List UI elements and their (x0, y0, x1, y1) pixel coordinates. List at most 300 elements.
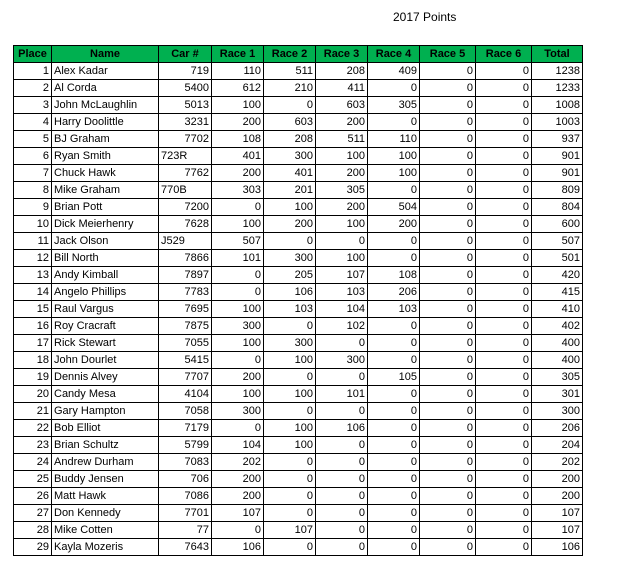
cell-name[interactable]: Gary Hampton (52, 403, 159, 420)
cell-name[interactable]: Harry Doolittle (52, 114, 159, 131)
cell-place[interactable]: 17 (14, 335, 52, 352)
cell-car[interactable]: 7628 (159, 216, 212, 233)
cell-car[interactable]: 5799 (159, 437, 212, 454)
cell-name[interactable]: Andrew Durham (52, 454, 159, 471)
header-race-1[interactable]: Race 1 (212, 46, 264, 63)
cell-place[interactable]: 5 (14, 131, 52, 148)
cell-race-4[interactable]: 0 (368, 114, 420, 131)
cell-race-3[interactable]: 300 (316, 352, 368, 369)
cell-race-4[interactable]: 0 (368, 403, 420, 420)
cell-race-2[interactable]: 0 (264, 97, 316, 114)
cell-race-3[interactable]: 0 (316, 505, 368, 522)
cell-race-6[interactable]: 0 (476, 403, 532, 420)
cell-race-1[interactable]: 507 (212, 233, 264, 250)
cell-race-3[interactable]: 100 (316, 216, 368, 233)
cell-race-4[interactable]: 0 (368, 335, 420, 352)
cell-race-4[interactable]: 206 (368, 284, 420, 301)
cell-total[interactable]: 204 (532, 437, 583, 454)
header-race-6[interactable]: Race 6 (476, 46, 532, 63)
cell-name[interactable]: Bill North (52, 250, 159, 267)
cell-name[interactable]: Matt Hawk (52, 488, 159, 505)
cell-race-5[interactable]: 0 (420, 420, 476, 437)
cell-name[interactable]: Angelo Phillips (52, 284, 159, 301)
cell-race-3[interactable]: 107 (316, 267, 368, 284)
cell-race-4[interactable]: 0 (368, 182, 420, 199)
cell-name[interactable]: Jack Olson (52, 233, 159, 250)
cell-place[interactable]: 28 (14, 522, 52, 539)
cell-place[interactable]: 2 (14, 80, 52, 97)
cell-place[interactable]: 13 (14, 267, 52, 284)
cell-race-2[interactable]: 210 (264, 80, 316, 97)
cell-total[interactable]: 202 (532, 454, 583, 471)
cell-car[interactable]: 4104 (159, 386, 212, 403)
cell-race-2[interactable]: 300 (264, 335, 316, 352)
cell-place[interactable]: 11 (14, 233, 52, 250)
cell-place[interactable]: 27 (14, 505, 52, 522)
cell-race-4[interactable]: 0 (368, 539, 420, 556)
cell-race-2[interactable]: 0 (264, 539, 316, 556)
cell-total[interactable]: 410 (532, 301, 583, 318)
cell-total[interactable]: 107 (532, 522, 583, 539)
cell-car[interactable]: 5415 (159, 352, 212, 369)
cell-car[interactable]: 5400 (159, 80, 212, 97)
cell-race-1[interactable]: 0 (212, 267, 264, 284)
cell-race-6[interactable]: 0 (476, 335, 532, 352)
cell-name[interactable]: Al Corda (52, 80, 159, 97)
cell-car[interactable]: 77 (159, 522, 212, 539)
cell-total[interactable]: 305 (532, 369, 583, 386)
cell-race-3[interactable]: 411 (316, 80, 368, 97)
cell-race-1[interactable]: 107 (212, 505, 264, 522)
cell-race-2[interactable]: 0 (264, 505, 316, 522)
cell-race-6[interactable]: 0 (476, 539, 532, 556)
cell-race-6[interactable]: 0 (476, 318, 532, 335)
cell-race-2[interactable]: 0 (264, 369, 316, 386)
cell-race-3[interactable]: 100 (316, 250, 368, 267)
cell-name[interactable]: Candy Mesa (52, 386, 159, 403)
cell-race-4[interactable]: 200 (368, 216, 420, 233)
cell-name[interactable]: Dennis Alvey (52, 369, 159, 386)
cell-car[interactable]: 7086 (159, 488, 212, 505)
cell-race-4[interactable]: 0 (368, 437, 420, 454)
cell-name[interactable]: Mike Graham (52, 182, 159, 199)
cell-race-3[interactable]: 106 (316, 420, 368, 437)
cell-place[interactable]: 25 (14, 471, 52, 488)
cell-race-1[interactable]: 100 (212, 97, 264, 114)
cell-name[interactable]: Brian Pott (52, 199, 159, 216)
cell-car[interactable]: 7695 (159, 301, 212, 318)
cell-race-5[interactable]: 0 (420, 352, 476, 369)
cell-race-3[interactable]: 0 (316, 437, 368, 454)
header-race-3[interactable]: Race 3 (316, 46, 368, 63)
cell-race-2[interactable]: 511 (264, 63, 316, 80)
cell-race-3[interactable]: 0 (316, 471, 368, 488)
cell-race-6[interactable]: 0 (476, 505, 532, 522)
cell-race-1[interactable]: 612 (212, 80, 264, 97)
cell-race-6[interactable]: 0 (476, 233, 532, 250)
cell-race-5[interactable]: 0 (420, 97, 476, 114)
cell-race-3[interactable]: 0 (316, 369, 368, 386)
cell-total[interactable]: 206 (532, 420, 583, 437)
cell-race-4[interactable]: 0 (368, 250, 420, 267)
cell-race-3[interactable]: 100 (316, 148, 368, 165)
cell-race-2[interactable]: 100 (264, 386, 316, 403)
cell-race-3[interactable]: 0 (316, 335, 368, 352)
cell-place[interactable]: 24 (14, 454, 52, 471)
cell-race-4[interactable]: 0 (368, 471, 420, 488)
cell-place[interactable]: 22 (14, 420, 52, 437)
cell-total[interactable]: 1003 (532, 114, 583, 131)
cell-name[interactable]: John McLaughlin (52, 97, 159, 114)
cell-car[interactable]: 7055 (159, 335, 212, 352)
cell-car[interactable]: 7866 (159, 250, 212, 267)
cell-race-6[interactable]: 0 (476, 114, 532, 131)
header-place[interactable]: Place (14, 46, 52, 63)
cell-race-3[interactable]: 200 (316, 165, 368, 182)
cell-total[interactable]: 600 (532, 216, 583, 233)
cell-race-6[interactable]: 0 (476, 199, 532, 216)
cell-race-1[interactable]: 110 (212, 63, 264, 80)
cell-race-5[interactable]: 0 (420, 199, 476, 216)
cell-name[interactable]: Don Kennedy (52, 505, 159, 522)
cell-race-4[interactable]: 0 (368, 318, 420, 335)
cell-race-2[interactable]: 0 (264, 318, 316, 335)
cell-race-6[interactable]: 0 (476, 488, 532, 505)
cell-place[interactable]: 26 (14, 488, 52, 505)
cell-race-4[interactable]: 110 (368, 131, 420, 148)
cell-total[interactable]: 415 (532, 284, 583, 301)
cell-race-2[interactable]: 103 (264, 301, 316, 318)
cell-car[interactable]: 7897 (159, 267, 212, 284)
cell-total[interactable]: 1233 (532, 80, 583, 97)
cell-race-3[interactable]: 0 (316, 522, 368, 539)
cell-race-6[interactable]: 0 (476, 471, 532, 488)
cell-place[interactable]: 7 (14, 165, 52, 182)
cell-race-2[interactable]: 0 (264, 403, 316, 420)
cell-race-5[interactable]: 0 (420, 165, 476, 182)
cell-race-1[interactable]: 0 (212, 284, 264, 301)
cell-place[interactable]: 18 (14, 352, 52, 369)
cell-race-1[interactable]: 200 (212, 165, 264, 182)
cell-race-3[interactable]: 0 (316, 233, 368, 250)
cell-race-5[interactable]: 0 (420, 284, 476, 301)
cell-race-5[interactable]: 0 (420, 539, 476, 556)
cell-race-4[interactable]: 0 (368, 488, 420, 505)
cell-race-1[interactable]: 200 (212, 471, 264, 488)
cell-name[interactable]: Dick Meierhenry (52, 216, 159, 233)
cell-race-6[interactable]: 0 (476, 386, 532, 403)
cell-race-4[interactable]: 103 (368, 301, 420, 318)
cell-name[interactable]: Kayla Mozeris (52, 539, 159, 556)
cell-name[interactable]: John Dourlet (52, 352, 159, 369)
cell-race-1[interactable]: 100 (212, 301, 264, 318)
cell-name[interactable]: Brian Schultz (52, 437, 159, 454)
cell-race-1[interactable]: 104 (212, 437, 264, 454)
cell-race-2[interactable]: 200 (264, 216, 316, 233)
cell-race-6[interactable]: 0 (476, 522, 532, 539)
cell-race-5[interactable]: 0 (420, 522, 476, 539)
cell-race-2[interactable]: 201 (264, 182, 316, 199)
cell-race-5[interactable]: 0 (420, 148, 476, 165)
cell-total[interactable]: 809 (532, 182, 583, 199)
cell-race-1[interactable]: 0 (212, 352, 264, 369)
cell-race-2[interactable]: 100 (264, 199, 316, 216)
cell-race-2[interactable]: 0 (264, 488, 316, 505)
cell-race-6[interactable]: 0 (476, 148, 532, 165)
cell-race-1[interactable]: 303 (212, 182, 264, 199)
cell-race-2[interactable]: 401 (264, 165, 316, 182)
cell-race-4[interactable]: 305 (368, 97, 420, 114)
cell-car[interactable]: 706 (159, 471, 212, 488)
cell-race-5[interactable]: 0 (420, 216, 476, 233)
cell-race-2[interactable]: 100 (264, 420, 316, 437)
cell-race-3[interactable]: 0 (316, 488, 368, 505)
cell-race-4[interactable]: 0 (368, 522, 420, 539)
cell-race-5[interactable]: 0 (420, 454, 476, 471)
cell-race-5[interactable]: 0 (420, 114, 476, 131)
cell-race-3[interactable]: 102 (316, 318, 368, 335)
cell-race-4[interactable]: 0 (368, 352, 420, 369)
cell-place[interactable]: 4 (14, 114, 52, 131)
cell-place[interactable]: 14 (14, 284, 52, 301)
cell-place[interactable]: 15 (14, 301, 52, 318)
cell-race-6[interactable]: 0 (476, 165, 532, 182)
cell-race-3[interactable]: 103 (316, 284, 368, 301)
cell-car[interactable]: 7058 (159, 403, 212, 420)
cell-place[interactable]: 19 (14, 369, 52, 386)
cell-race-5[interactable]: 0 (420, 488, 476, 505)
cell-name[interactable]: Mike Cotten (52, 522, 159, 539)
cell-car[interactable]: 7875 (159, 318, 212, 335)
cell-race-1[interactable]: 100 (212, 216, 264, 233)
cell-car[interactable]: 7702 (159, 131, 212, 148)
cell-race-4[interactable]: 0 (368, 420, 420, 437)
cell-car[interactable]: 7179 (159, 420, 212, 437)
cell-race-5[interactable]: 0 (420, 471, 476, 488)
cell-race-6[interactable]: 0 (476, 131, 532, 148)
cell-race-6[interactable]: 0 (476, 284, 532, 301)
cell-race-5[interactable]: 0 (420, 301, 476, 318)
cell-race-6[interactable]: 0 (476, 352, 532, 369)
cell-race-5[interactable]: 0 (420, 80, 476, 97)
cell-race-5[interactable]: 0 (420, 369, 476, 386)
cell-race-2[interactable]: 106 (264, 284, 316, 301)
cell-race-4[interactable]: 0 (368, 505, 420, 522)
cell-race-6[interactable]: 0 (476, 437, 532, 454)
cell-car[interactable]: 5013 (159, 97, 212, 114)
cell-car[interactable]: 7762 (159, 165, 212, 182)
cell-race-1[interactable]: 100 (212, 335, 264, 352)
cell-car[interactable]: 7200 (159, 199, 212, 216)
cell-race-2[interactable]: 208 (264, 131, 316, 148)
cell-race-2[interactable]: 603 (264, 114, 316, 131)
cell-race-6[interactable]: 0 (476, 250, 532, 267)
cell-place[interactable]: 8 (14, 182, 52, 199)
cell-total[interactable]: 402 (532, 318, 583, 335)
cell-race-5[interactable]: 0 (420, 131, 476, 148)
cell-race-2[interactable]: 0 (264, 471, 316, 488)
cell-race-5[interactable]: 0 (420, 403, 476, 420)
cell-race-1[interactable]: 200 (212, 488, 264, 505)
cell-race-1[interactable]: 300 (212, 318, 264, 335)
cell-race-3[interactable]: 208 (316, 63, 368, 80)
cell-race-3[interactable]: 101 (316, 386, 368, 403)
cell-place[interactable]: 3 (14, 97, 52, 114)
cell-total[interactable]: 400 (532, 352, 583, 369)
cell-place[interactable]: 9 (14, 199, 52, 216)
cell-total[interactable]: 901 (532, 165, 583, 182)
cell-total[interactable]: 400 (532, 335, 583, 352)
cell-race-6[interactable]: 0 (476, 97, 532, 114)
cell-car[interactable]: 7643 (159, 539, 212, 556)
header-total[interactable]: Total (532, 46, 583, 63)
cell-place[interactable]: 6 (14, 148, 52, 165)
cell-total[interactable]: 420 (532, 267, 583, 284)
cell-car[interactable]: J529 (159, 233, 212, 250)
cell-name[interactable]: Roy Cracraft (52, 318, 159, 335)
cell-race-1[interactable]: 200 (212, 369, 264, 386)
cell-race-1[interactable]: 202 (212, 454, 264, 471)
cell-race-4[interactable]: 100 (368, 148, 420, 165)
cell-race-5[interactable]: 0 (420, 386, 476, 403)
cell-race-3[interactable]: 200 (316, 114, 368, 131)
cell-name[interactable]: Alex Kadar (52, 63, 159, 80)
cell-race-1[interactable]: 200 (212, 114, 264, 131)
cell-car[interactable]: 7083 (159, 454, 212, 471)
cell-race-4[interactable]: 409 (368, 63, 420, 80)
cell-total[interactable]: 200 (532, 488, 583, 505)
cell-place[interactable]: 12 (14, 250, 52, 267)
cell-total[interactable]: 301 (532, 386, 583, 403)
cell-total[interactable]: 1238 (532, 63, 583, 80)
header-race-4[interactable]: Race 4 (368, 46, 420, 63)
cell-race-6[interactable]: 0 (476, 454, 532, 471)
cell-car[interactable]: 723R (159, 148, 212, 165)
cell-race-5[interactable]: 0 (420, 267, 476, 284)
cell-total[interactable]: 106 (532, 539, 583, 556)
cell-race-4[interactable]: 0 (368, 454, 420, 471)
cell-name[interactable]: Rick Stewart (52, 335, 159, 352)
cell-race-1[interactable]: 100 (212, 386, 264, 403)
cell-total[interactable]: 507 (532, 233, 583, 250)
cell-race-5[interactable]: 0 (420, 437, 476, 454)
cell-race-2[interactable]: 205 (264, 267, 316, 284)
cell-race-6[interactable]: 0 (476, 420, 532, 437)
cell-total[interactable]: 804 (532, 199, 583, 216)
cell-race-6[interactable]: 0 (476, 63, 532, 80)
cell-race-4[interactable]: 105 (368, 369, 420, 386)
cell-race-5[interactable]: 0 (420, 335, 476, 352)
cell-race-5[interactable]: 0 (420, 318, 476, 335)
cell-race-2[interactable]: 100 (264, 352, 316, 369)
cell-race-1[interactable]: 108 (212, 131, 264, 148)
cell-total[interactable]: 501 (532, 250, 583, 267)
cell-car[interactable]: 770B (159, 182, 212, 199)
cell-total[interactable]: 300 (532, 403, 583, 420)
cell-place[interactable]: 20 (14, 386, 52, 403)
header-race-5[interactable]: Race 5 (420, 46, 476, 63)
cell-race-5[interactable]: 0 (420, 505, 476, 522)
cell-name[interactable]: Andy Kimball (52, 267, 159, 284)
cell-race-4[interactable]: 0 (368, 233, 420, 250)
cell-car[interactable]: 3231 (159, 114, 212, 131)
header-car[interactable]: Car # (159, 46, 212, 63)
cell-race-1[interactable]: 0 (212, 199, 264, 216)
cell-name[interactable]: Chuck Hawk (52, 165, 159, 182)
cell-race-3[interactable]: 200 (316, 199, 368, 216)
cell-total[interactable]: 107 (532, 505, 583, 522)
cell-race-2[interactable]: 0 (264, 454, 316, 471)
cell-race-6[interactable]: 0 (476, 80, 532, 97)
cell-race-3[interactable]: 511 (316, 131, 368, 148)
cell-race-3[interactable]: 305 (316, 182, 368, 199)
cell-place[interactable]: 10 (14, 216, 52, 233)
cell-race-1[interactable]: 101 (212, 250, 264, 267)
cell-race-3[interactable]: 104 (316, 301, 368, 318)
header-name[interactable]: Name (52, 46, 159, 63)
cell-race-1[interactable]: 0 (212, 522, 264, 539)
cell-car[interactable]: 719 (159, 63, 212, 80)
cell-race-4[interactable]: 504 (368, 199, 420, 216)
cell-race-6[interactable]: 0 (476, 301, 532, 318)
cell-race-2[interactable]: 100 (264, 437, 316, 454)
cell-race-2[interactable]: 300 (264, 148, 316, 165)
cell-name[interactable]: Bob Elliot (52, 420, 159, 437)
cell-race-2[interactable]: 300 (264, 250, 316, 267)
cell-total[interactable]: 1008 (532, 97, 583, 114)
cell-race-4[interactable]: 0 (368, 386, 420, 403)
cell-car[interactable]: 7707 (159, 369, 212, 386)
cell-name[interactable]: Raul Vargus (52, 301, 159, 318)
cell-place[interactable]: 1 (14, 63, 52, 80)
cell-car[interactable]: 7783 (159, 284, 212, 301)
cell-name[interactable]: Buddy Jensen (52, 471, 159, 488)
cell-race-2[interactable]: 0 (264, 233, 316, 250)
cell-place[interactable]: 21 (14, 403, 52, 420)
cell-total[interactable]: 901 (532, 148, 583, 165)
cell-race-1[interactable]: 401 (212, 148, 264, 165)
cell-race-1[interactable]: 300 (212, 403, 264, 420)
cell-race-5[interactable]: 0 (420, 250, 476, 267)
cell-race-2[interactable]: 107 (264, 522, 316, 539)
cell-race-5[interactable]: 0 (420, 182, 476, 199)
cell-race-3[interactable]: 0 (316, 454, 368, 471)
cell-name[interactable]: BJ Graham (52, 131, 159, 148)
cell-race-6[interactable]: 0 (476, 182, 532, 199)
cell-race-3[interactable]: 0 (316, 539, 368, 556)
cell-race-4[interactable]: 100 (368, 165, 420, 182)
cell-place[interactable]: 29 (14, 539, 52, 556)
cell-place[interactable]: 16 (14, 318, 52, 335)
cell-place[interactable]: 23 (14, 437, 52, 454)
cell-race-5[interactable]: 0 (420, 63, 476, 80)
cell-name[interactable]: Ryan Smith (52, 148, 159, 165)
cell-total[interactable]: 200 (532, 471, 583, 488)
cell-total[interactable]: 937 (532, 131, 583, 148)
cell-race-6[interactable]: 0 (476, 369, 532, 386)
header-race-2[interactable]: Race 2 (264, 46, 316, 63)
cell-race-1[interactable]: 0 (212, 420, 264, 437)
cell-car[interactable]: 7701 (159, 505, 212, 522)
cell-race-5[interactable]: 0 (420, 233, 476, 250)
cell-race-4[interactable]: 0 (368, 80, 420, 97)
cell-race-6[interactable]: 0 (476, 267, 532, 284)
cell-race-3[interactable]: 603 (316, 97, 368, 114)
cell-race-3[interactable]: 0 (316, 403, 368, 420)
cell-race-4[interactable]: 108 (368, 267, 420, 284)
cell-race-1[interactable]: 106 (212, 539, 264, 556)
cell-race-6[interactable]: 0 (476, 216, 532, 233)
